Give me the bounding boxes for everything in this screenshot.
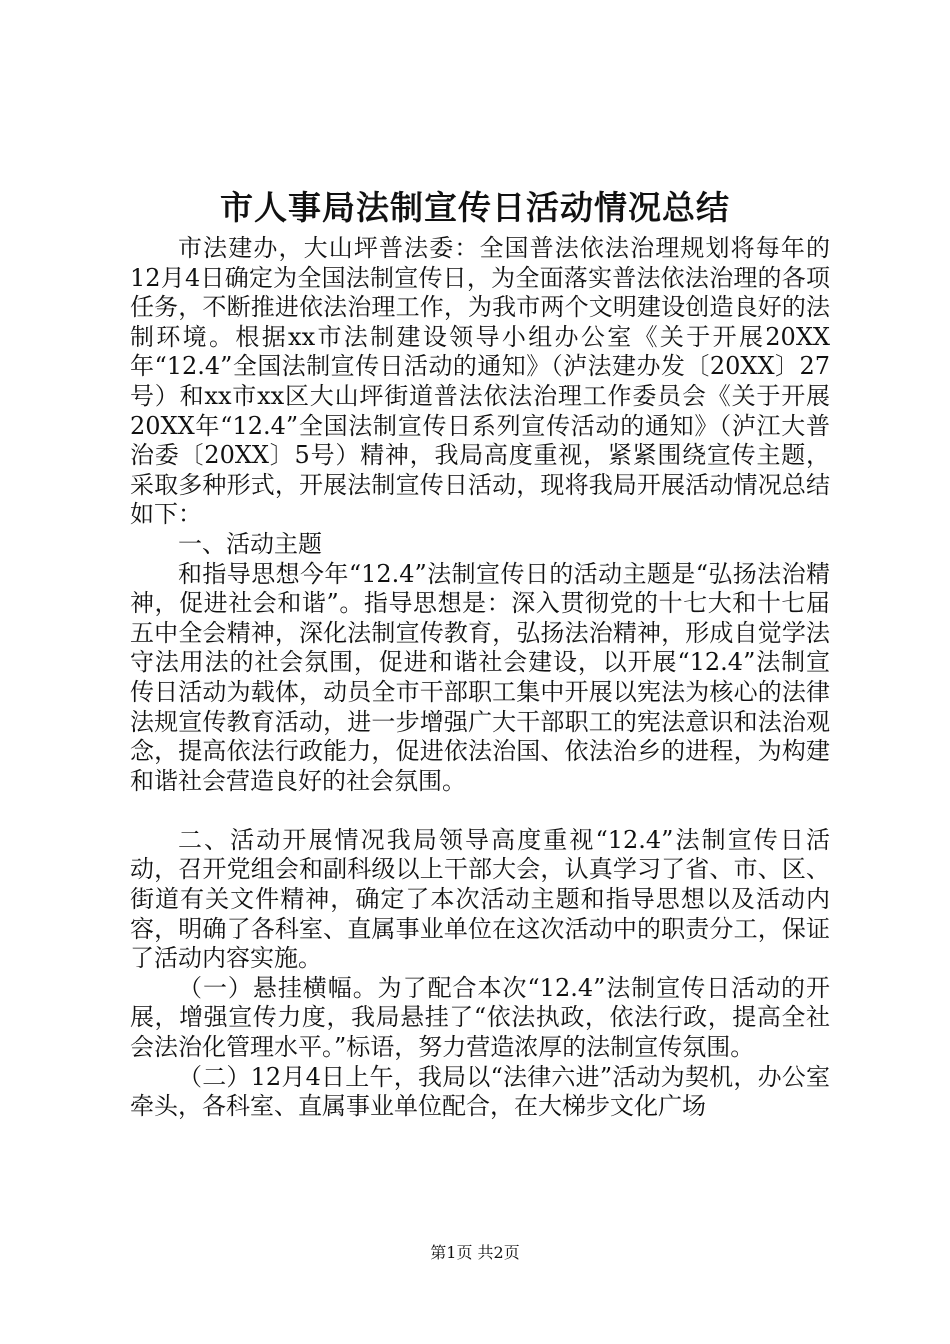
section-heading-activity-theme: 一、活动主题 [178,529,322,558]
document-title: 市人事局法制宣传日活动情况总结 [220,188,730,227]
paragraph-activity-status: 二、活动开展情况我局领导高度重视“12.4”法制宣传日活动，召开党组会和副科级以上干部大会，认真学习了省、市、区、街道有关文件精神，确定了本次活动主题和指导思想以及活动内容，明确了各科室、直属事业单位在这次活动中的职责分工，保证了活动内容实施。 [130,825,830,973]
paragraph-banners: （一）悬挂横幅。为了配合本次“12.4”法制宣传日活动的开展，增强宣传力度，我局悬挂了“依法执政，依法行政，提高全社会法治化管理水平。”标语，努力营造浓厚的法制宣传氛围。 [130,973,830,1062]
paragraph-dec-4: （二）12月4日上午，我局以“法律六进”活动为契机，办公室牵头，各科室、直属事业单位配合，在大梯步文化广场 [130,1062,830,1121]
paragraph-intro: 市法建办，大山坪普法委：全国普法依法治理规划将每年的12月4日确定为全国法制宣传日，为全面落实普法依法治理的各项任务，不断推进依法治理工作，为我市两个文明建设创造良好的法制环境。根据xx市法制建设领导小组办公室《关于开展20XX年“12.4”全国法制宣传日活动的通知》（泸法建办发〔20XX〕27号）和xx市xx区大山坪街道普法依法治理工作委员会《关于开展20XX年“12.4”全国法制宣传日系列宣传活动的通知》（泸江大普治委〔20XX〕5号）精神，我局高度重视，紧紧围绕宣传主题，采取多种形式，开展法制宣传日活动，现将我局开展活动情况总结如下： [130,234,830,529]
document-body [130,234,830,1122]
page-number-footer: 第1页 共2页 [430,1243,520,1262]
paragraph-guiding-ideology: 和指导思想今年“12.4”法制宣传日的活动主题是“弘扬法治精神，促进社会和谐”。指导思想是：深入贯彻党的十七大和十七届五中全会精神，深化法制宣传教育，弘扬法治精神，形成自觉学法守法用法的社会氛围，促进和谐社会建设，以开展“12.4”法制宣传日活动为载体，动员全市干部职工集中开展以宪法为核心的法律法规宣传教育活动，进一步增强广大干部职工的宪法意识和法治观念，提高依法行政能力，促进依法治国、依法治乡的进程，为构建和谐社会营造良好的社会氛围。 [130,559,830,795]
